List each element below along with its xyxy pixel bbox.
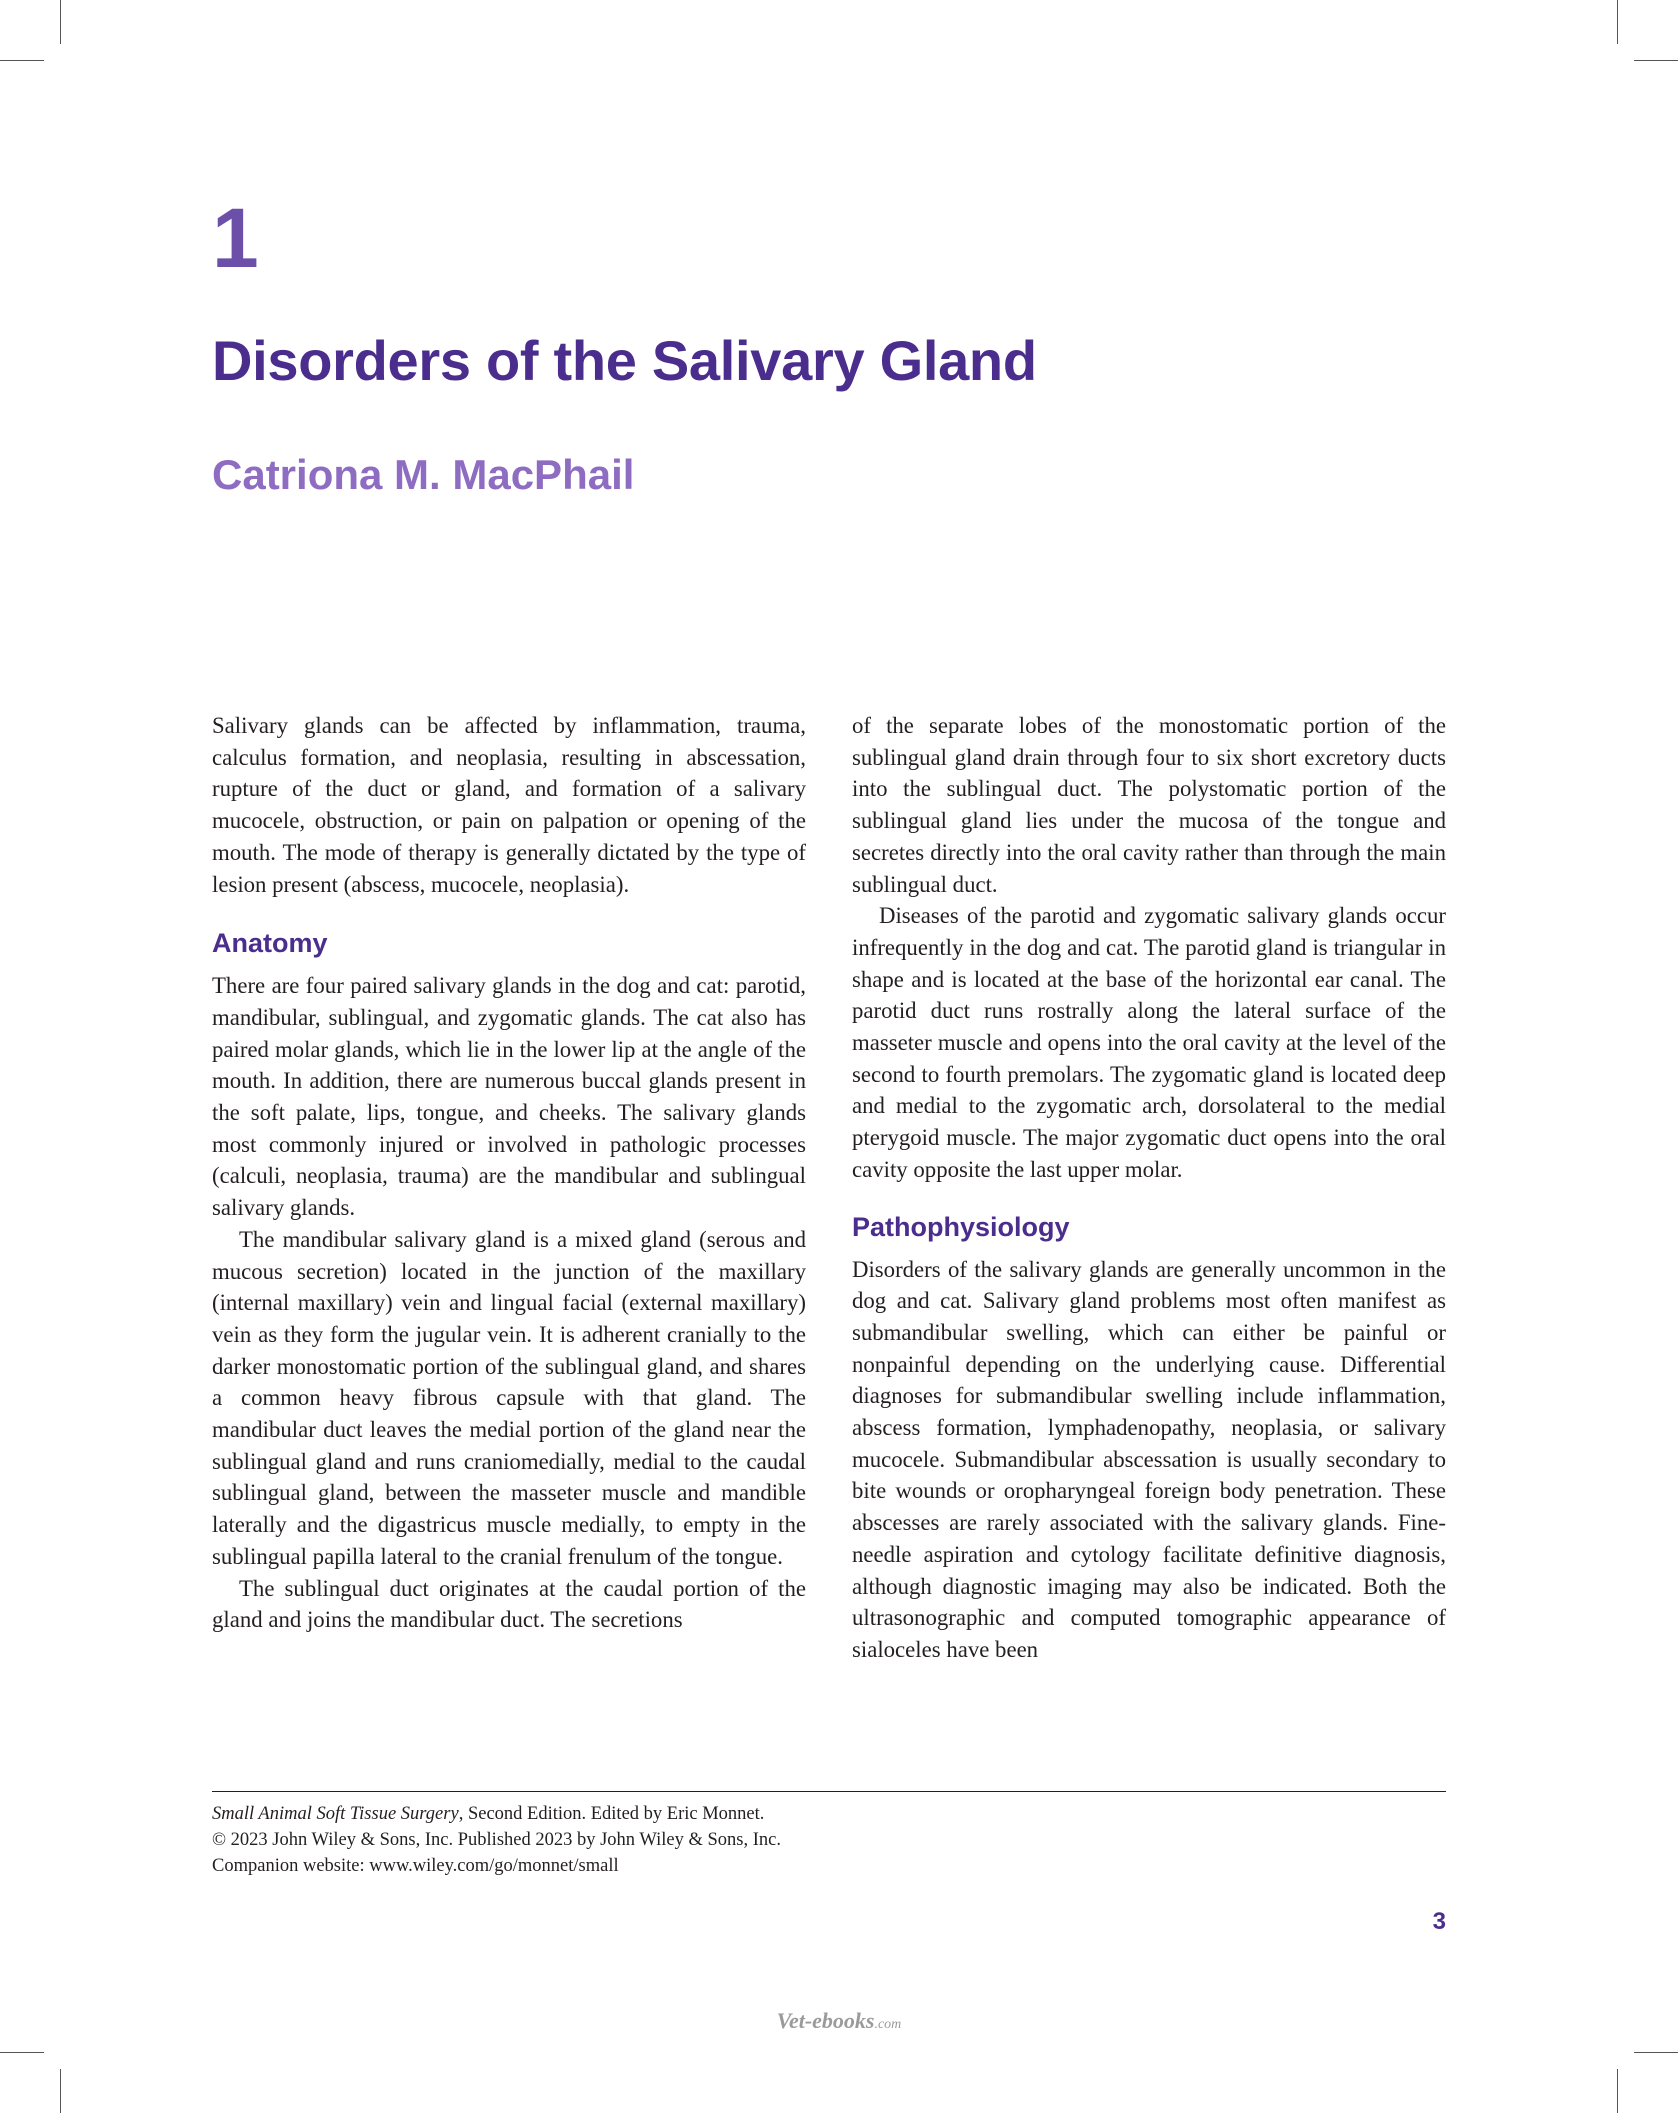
chapter-author: Catriona M. MacPhail bbox=[212, 451, 635, 498]
companion-website: Companion website: www.wiley.com/go/monnet/small bbox=[212, 1856, 619, 1876]
pathophysiology-heading: Pathophysiology bbox=[852, 1211, 1070, 1242]
anatomy-paragraph-3-continuation: of the separate lobes of the monostomatic portion of the sublingual gland drain through four to six short excretory ducts into the sublingual duct. The polystomatic portion of the sublingual gland lies under the mucosa of the tongue and secretes directly into the oral cavity rather than through the main sublingual duct. bbox=[852, 713, 1446, 897]
anatomy-paragraph-4: Diseases of the parotid and zygomatic salivary glands occur infrequently in the dog and cat. The parotid gland is triangular in shape and is located at the base of the horizontal ear canal. The parotid duct runs rostrally along the lateral surface of the masseter muscle and opens into the oral cavity at the level of the second to fourth premolars. The zygomatic gland is located deep and medial to the zygomatic arch, dorsolateral to the medial pterygoid muscle. The major zygomatic duct opens into the oral cavity opposite the last upper molar. bbox=[852, 903, 1446, 1182]
footnote-rule bbox=[212, 1791, 1446, 1792]
edition-text: , Second Edition. Edited by Eric Monnet. bbox=[458, 1804, 765, 1824]
intro-paragraph: Salivary glands can be affected by inflammation, trauma, calculus formation, and neoplasia, resulting in abscessation, rupture of the duct or gland, and formation of a salivary mucocele, obstruction, or pain on palpation or opening of the mouth. The mode of therapy is generally dictated by the type of lesion present (abscess, mucocele, neoplasia). bbox=[212, 713, 806, 897]
copyright-line: © 2023 John Wiley & Sons, Inc. Published 2023 by John Wiley & Sons, Inc. bbox=[212, 1830, 781, 1850]
watermark-suffix: .com bbox=[874, 2017, 902, 2032]
footnote-citation bbox=[212, 1801, 1446, 1827]
anatomy-paragraph-1: There are four paired salivary glands in the dog and cat: parotid, mandibular, sublingual, and zygomatic glands. The cat also has paired molar glands, which lie in the lower lip at the angle of the mouth. In addition, there are numerous buccal glands present in the soft palate, lips, tongue, and cheeks. The salivary glands most commonly injured or involved in pathologic processes (calculi, neoplasia, trauma) are the mandibular and sublingual salivary glands. bbox=[212, 973, 806, 1221]
crop-mark-top-right-horizontal bbox=[1634, 60, 1678, 61]
crop-mark-bottom-right-horizontal bbox=[1634, 2052, 1678, 2053]
right-column bbox=[852, 710, 1446, 1666]
chapter-title: Disorders of the Salivary Gland bbox=[212, 329, 1037, 392]
chapter-number: 1 bbox=[212, 191, 259, 285]
watermark-main: Vet-ebooks bbox=[776, 2008, 875, 2033]
anatomy-paragraph-3: The sublingual duct originates at the caudal portion of the gland and joins the mandibular duct. The secretions bbox=[212, 1575, 806, 1633]
pathophysiology-paragraph-1: Disorders of the salivary glands are generally uncommon in the dog and cat. Salivary gland problems most often manifest as submandibular swelling, which can either be painful or nonpainful depending on the underlying cause. Differential diagnoses for submandibular swelling include inflammation, abscess formation, lymphadenopathy, neoplasia, or salivary mucocele. Submandibular abscessation is usually secondary to bite wounds or oropharyngeal foreign body penetration. These abscesses are rarely associated with the salivary glands. Fine-needle aspiration and cytology facilitate definitive diagnosis, although diagnostic imaging may also be indicated. Both the ultrasonographic and computed tomographic appearance of sialoceles have been bbox=[852, 1256, 1446, 1662]
crop-mark-bottom-left-vertical bbox=[60, 2069, 61, 2113]
page-number: 3 bbox=[1432, 1908, 1446, 1935]
footnote bbox=[212, 1801, 1446, 1879]
crop-mark-top-left-vertical bbox=[60, 0, 61, 44]
anatomy-heading: Anatomy bbox=[212, 928, 328, 959]
crop-mark-top-right-vertical bbox=[1617, 0, 1618, 44]
crop-mark-bottom-right-vertical bbox=[1617, 2069, 1618, 2113]
left-column bbox=[212, 710, 806, 1636]
crop-mark-bottom-left-horizontal bbox=[0, 2052, 44, 2053]
book-title: Small Animal Soft Tissue Surgery bbox=[212, 1804, 459, 1824]
watermark bbox=[0, 2008, 1678, 2034]
anatomy-paragraph-2: The mandibular salivary gland is a mixed gland (serous and mucous secretion) located in the junction of the maxillary (internal maxillary) vein and lingual facial (external maxillary) vein as they form the jugular vein. It is adherent cranially to the darker monostomatic portion of the sublingual gland, and shares a common heavy fibrous capsule with that gland. The mandibular duct leaves the medial portion of the gland near the sublingual gland and runs craniomedially, medial to the caudal sublingual gland, between the masseter muscle and mandible laterally and the digastricus muscle medially, to empty in the sublingual papilla lateral to the cranial frenulum of the tongue. bbox=[212, 1226, 806, 1569]
crop-mark-top-left-horizontal bbox=[0, 60, 44, 61]
